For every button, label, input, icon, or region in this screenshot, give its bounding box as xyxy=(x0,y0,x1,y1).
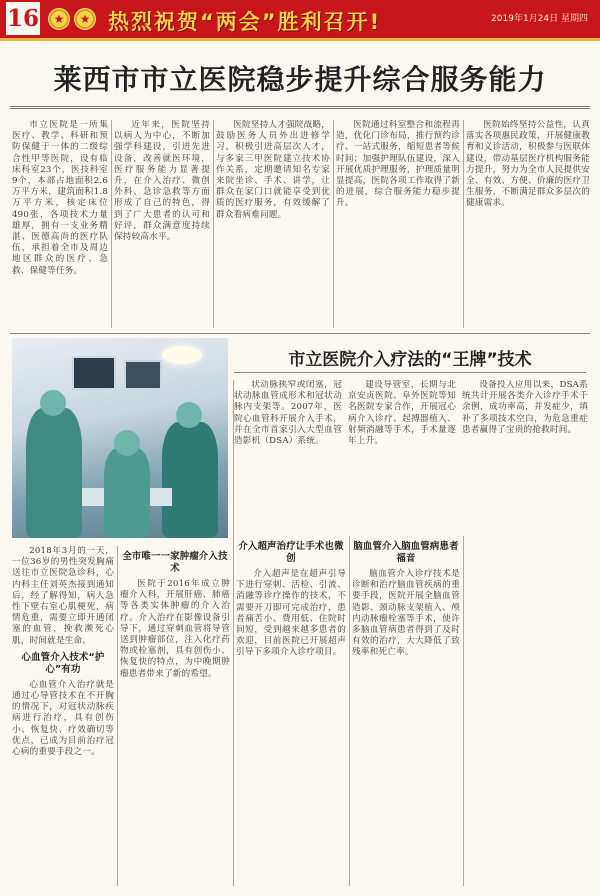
surgeon-figure xyxy=(104,448,150,538)
banner-title: 热烈祝贺“两会”胜利召开! xyxy=(108,10,382,34)
column-text: 建设导管室，长期与北京安贞医院、阜外医院等知名医院专家合作，开展冠心病介入诊疗、起搏器植入、射频消融等手术，手术量逐年上升。 xyxy=(348,380,456,447)
column-divider xyxy=(333,120,334,328)
article-column xyxy=(336,120,460,328)
column-text: 2018年3月的一天，一位36岁的男性突发胸痛送往市立医院急诊科，心内科主任刘英杰接到通知后，经了解得知，病人急性下壁右室心肌梗死，病情危重，需要立即开通闭塞的血管，挽救濒死心肌，时间就是生命。 xyxy=(12,546,114,646)
section-subhead: 全市唯一一家肿瘤介入技术 xyxy=(122,551,228,574)
column-text: 医院于2016年成立肿瘤介入科，开展肝癌、肺癌等各类实体肿瘤的介入治疗。介入治疗在影像设备引导下，通过穿刺血管将导管送到肿瘤部位，注入化疗药物或栓塞剂，具有创伤小、恢复快的特点，为中晚期肿瘤患者带来了新的希望。 xyxy=(120,579,230,679)
issue-date: 2019年1月24日 星期四 xyxy=(491,14,588,24)
column-text: 介入超声是在超声引导下进行穿刺、活检、引流、消融等诊疗操作的技术，不需要开刀即可完成治疗，患者痛苦小、费用低、住院时间短，受到越来越多患者的欢迎，目前医院已开展超声引导下多项介入诊疗项目。 xyxy=(236,569,346,658)
article-column xyxy=(352,536,460,886)
party-emblem-icon xyxy=(74,8,96,30)
column-divider xyxy=(117,546,118,886)
section-subhead: 介入超声治疗让手术也微创 xyxy=(238,541,344,564)
column-divider xyxy=(463,120,464,328)
column-text: 医院通过科室整合和流程再造，优化门诊布局，推行预约诊疗、一站式服务，缩短患者等候时间；加强护理队伍建设，深入开展优质护理服务，护理质量明显提高，医院各项工作取得了新的进展，综合服务能力稳步提升。 xyxy=(336,120,460,209)
surgeon-figure xyxy=(162,422,218,538)
column-text: 设备投入应用以来，DSA系统共计开展各类介入诊疗手术千余例，成功率高，并发症少，填补了多项技术空白，为危急重症患者赢得了宝贵的抢救时间。 xyxy=(462,380,588,435)
article-column xyxy=(348,380,456,530)
article-column xyxy=(466,120,590,328)
surgeon-head xyxy=(176,402,202,428)
page-headline: 莱西市市立医院稳步提升综合服务能力 xyxy=(53,63,547,96)
monitor-icon xyxy=(72,356,116,390)
column-divider xyxy=(463,536,464,886)
surgical-lamp-icon xyxy=(162,346,202,364)
national-emblem-icon xyxy=(48,8,70,30)
column-text: 医院始终坚持公益性，认真落实各项惠民政策，开展健康教育和义诊活动，积极参与医联体建设，带动基层医疗机构服务能力提升，努力为全市人民提供安全、有效、方便、价廉的医疗卫生服务，不断满足群众多层次的健康需求。 xyxy=(466,120,590,209)
column-text: 市立医院是一所集医疗、教学、科研和预防保健于一体的二级综合性甲等医院，设有临床科室23个，医技科室9个，本部占地面积2.6万平方米，建筑面积1.8万平方米，核定床位490张，各项技术力量雄厚，拥有一支业务精湛、医德高尚的医疗队伍，承担着全市及周边地区群众的医疗、急救、保健等任务。 xyxy=(12,120,108,276)
masthead xyxy=(0,0,600,38)
masthead-stripe xyxy=(0,38,600,41)
article-headline: 市立医院介入疗法的“王牌”技术 xyxy=(288,350,532,370)
surgeon-head xyxy=(40,390,66,416)
article-column xyxy=(114,120,210,328)
article-column xyxy=(216,120,330,328)
column-divider xyxy=(233,380,234,886)
column-text: 脑血管介入诊疗技术是诊断和治疗脑血管疾病的重要手段，医院开展全脑血管造影、颈动脉支架植入、颅内动脉瘤栓塞等手术，使许多脑血管病患者得到了及时有效的治疗，大大降低了致残率和死亡率。 xyxy=(352,569,460,658)
column-divider xyxy=(213,120,214,328)
divider xyxy=(234,372,586,373)
surgeon-head xyxy=(114,430,140,456)
section-subhead: 脑血管介入脑血管病患者福音 xyxy=(353,541,459,564)
column-text: 医院坚持人才强院战略，鼓励医务人员外出进修学习，积极引进高层次人才，与多家三甲医院建立技术协作关系，定期邀请知名专家来院坐诊、手术、讲学，让群众在家门口就能享受到优质的医疗服务，有效缓解了群众看病难问题。 xyxy=(216,120,330,220)
column-divider xyxy=(349,536,350,886)
article-column xyxy=(234,380,342,530)
article-column xyxy=(12,546,114,886)
surgeon-figure xyxy=(26,408,82,538)
section-divider xyxy=(10,333,590,334)
article-column xyxy=(236,536,346,886)
monitor-icon xyxy=(124,360,162,390)
column-text: 心血管介入治疗就是通过心导管技术在不开胸的情况下，对冠状动脉疾病进行治疗，具有创伤小、恢复快、疗效确切等优点，已成为目前治疗冠心病的重要手段之一。 xyxy=(12,679,114,758)
article-column xyxy=(120,546,230,886)
article-column xyxy=(462,380,588,530)
divider xyxy=(10,106,590,107)
column-text: 近年来，医院坚持以病人为中心，不断加强学科建设，引进先进设备，改善就医环境，医疗服务能力显著提升，在介入治疗、微创外科、急诊急救等方面形成了自己的特色，得到了广大患者的认可和好评，群众满意度持续保持较高水平。 xyxy=(114,120,210,243)
surgery-photo xyxy=(12,338,228,538)
page-number: 16 xyxy=(6,2,40,35)
column-divider xyxy=(111,120,112,328)
section-subhead: 心血管介入技术“护心”有功 xyxy=(21,651,105,675)
article-column xyxy=(12,120,108,328)
article-column xyxy=(466,536,588,886)
divider xyxy=(10,108,590,109)
column-text: 状动脉狭窄或闭塞，冠状动脉血管成形术和冠状动脉内支架等。2007年，医院心血管科开展介入手术，并在全市首家引入大型血管造影机（DSA）系统。 xyxy=(234,380,342,447)
